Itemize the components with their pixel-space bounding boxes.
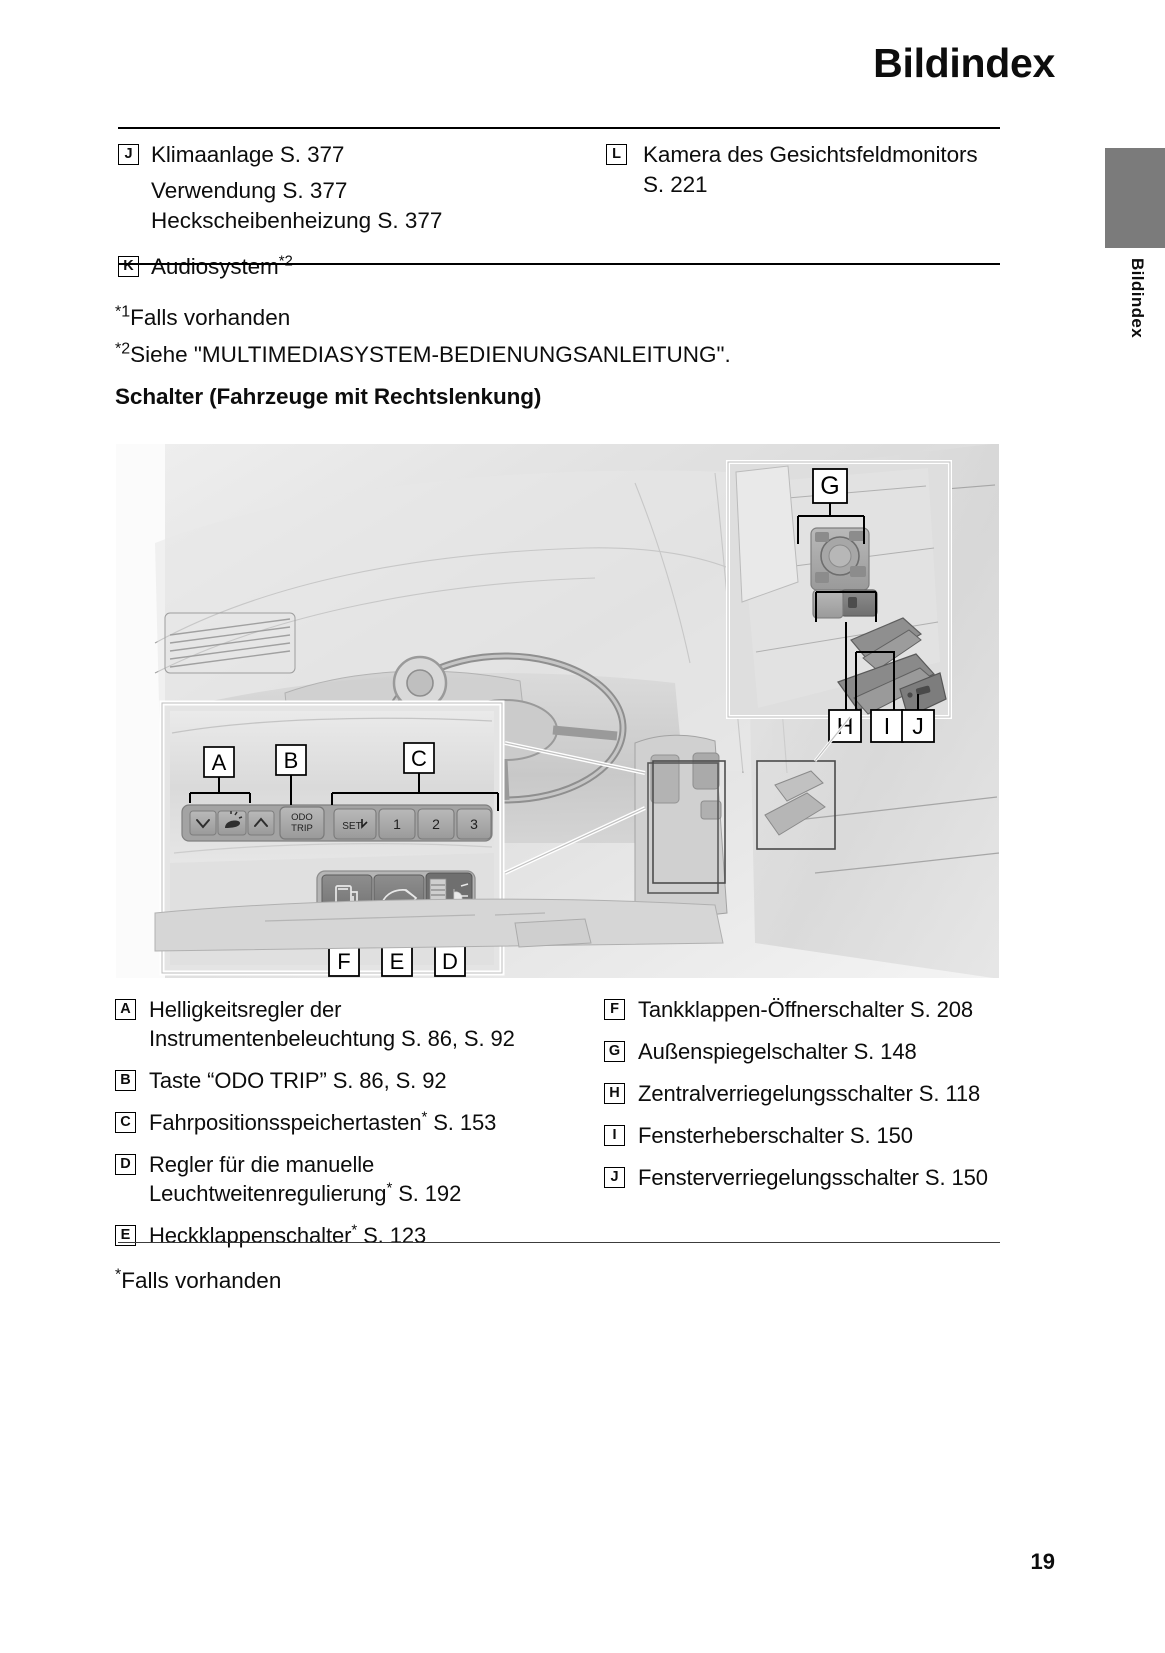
- dimmer-switch-group: [190, 811, 274, 835]
- callout-h: H: [836, 713, 854, 739]
- legend-letter-j: J: [604, 1167, 625, 1188]
- footnote-1-mark: *1: [115, 303, 131, 321]
- index-letter-j: J: [118, 144, 139, 165]
- footnote-2: [115, 340, 731, 370]
- legend-label-e: [149, 1221, 426, 1250]
- index-entry-l: [606, 140, 1000, 200]
- legend-item-b: [115, 1066, 557, 1095]
- callout-g: G: [820, 472, 840, 500]
- legend-item-i: [604, 1121, 999, 1150]
- index-letter-l: L: [606, 144, 627, 165]
- legend-item-g: [604, 1037, 999, 1066]
- legend-item-h: [604, 1079, 999, 1108]
- legend-item-f: [604, 995, 999, 1024]
- divider-top: [118, 127, 1000, 129]
- svg-text:2: 2: [432, 816, 440, 832]
- legend-letter-h: H: [604, 1083, 625, 1104]
- top-index: [118, 140, 1000, 288]
- page-title: Bildindex: [873, 40, 1055, 86]
- legend-label-d: [149, 1150, 557, 1208]
- legend-letter-f: F: [604, 999, 625, 1020]
- legend-label-e-pre: Heckklappenschalter: [149, 1223, 352, 1248]
- legend-item-d: [115, 1150, 557, 1208]
- inset-door-switches: [728, 462, 950, 717]
- legend-label-e-post: S. 123: [357, 1223, 427, 1248]
- legend-label-j: Fensterverriegelungsschalter S. 150: [638, 1165, 988, 1190]
- divider-bottom: [118, 1242, 1000, 1243]
- svg-text:TRIP: TRIP: [291, 823, 313, 834]
- index-label-k-superscript: *2: [278, 252, 293, 270]
- callout-j: J: [912, 713, 924, 739]
- side-tab-marker: [1105, 148, 1165, 248]
- legend-label-d-post: S. 192: [392, 1181, 462, 1206]
- callout-c: C: [411, 746, 427, 771]
- callout-a: A: [211, 750, 227, 775]
- legend-letter-g: G: [604, 1041, 625, 1062]
- bottom-footnote-text: Falls vorhanden: [121, 1268, 282, 1293]
- legend-label-c-post: S. 153: [427, 1110, 497, 1135]
- legend-label-c-pre: Fahrpositionsspeichertasten: [149, 1110, 422, 1135]
- footnote-2-mark: *2: [115, 340, 131, 358]
- index-label-k-text: Audiosystem: [151, 254, 279, 279]
- legend-label-i: Fensterheberschalter S. 150: [638, 1123, 913, 1148]
- legend-letter-e: E: [115, 1225, 136, 1246]
- divider-under-index: [118, 263, 1000, 265]
- legend-label-c: [149, 1108, 496, 1137]
- legend-item-j: [604, 1163, 999, 1192]
- index-subline-j-2: Heckscheibenheizung S. 377: [151, 208, 443, 233]
- legend-label-c-star: *: [421, 1108, 428, 1126]
- top-index-right-column: [559, 140, 1000, 288]
- illustration-svg: [115, 443, 1000, 979]
- legend-label-a: Helligkeitsregler der Instrumentenbeleuchtung S. 86, S. 92: [149, 997, 515, 1051]
- callout-d: D: [442, 949, 458, 974]
- index-label-l: Kamera des Gesichtsfeldmonitors S. 221: [643, 142, 978, 197]
- svg-text:3: 3: [470, 816, 478, 832]
- legend-letter-d: D: [115, 1154, 136, 1175]
- illustration-interior-switches: [115, 443, 1000, 979]
- callout-f: F: [337, 949, 351, 974]
- legend-letter-b: B: [115, 1070, 136, 1091]
- legend-letter-a: A: [115, 999, 136, 1020]
- legend-item-e: [115, 1221, 557, 1250]
- index-letter-k: K: [118, 256, 139, 277]
- callout-i: I: [883, 713, 891, 739]
- legend-letter-c: C: [115, 1112, 136, 1133]
- legend-list: [115, 995, 1000, 1263]
- legend-item-c: [115, 1108, 557, 1137]
- index-entry-j: [118, 140, 559, 170]
- bottom-footnote: [115, 1268, 281, 1294]
- index-entry-k: [118, 252, 559, 282]
- legend-right-column: [557, 995, 999, 1263]
- footnote-2-text: Siehe "MULTIMEDIASYSTEM-BEDIENUNGSANLEITUNG".: [130, 342, 731, 367]
- svg-text:ODO: ODO: [291, 812, 313, 823]
- legend-label-h: Zentralverriegelungsschalter S. 118: [638, 1081, 981, 1106]
- legend-label-d-star: *: [386, 1179, 393, 1197]
- legend-left-column: [115, 995, 557, 1263]
- legend-label-g: Außenspiegelschalter S. 148: [638, 1039, 917, 1064]
- footnote-1: [115, 303, 290, 333]
- legend-label-f: Tankklappen-Öffnerschalter S. 208: [638, 997, 974, 1022]
- legend-letter-i: I: [604, 1125, 625, 1146]
- svg-text:SET: SET: [342, 821, 362, 832]
- legend-label-d-pre: Regler für die manuelle Leuchtweitenregulierung: [149, 1152, 387, 1206]
- svg-text:1: 1: [393, 816, 401, 832]
- legend-item-a: [115, 995, 557, 1053]
- top-index-left-column: [118, 140, 559, 288]
- callout-b: B: [283, 748, 299, 773]
- index-label-j: Klimaanlage S. 377: [151, 142, 345, 167]
- bottom-footnote-mark: *: [115, 1266, 122, 1284]
- index-subline-j-1: Verwendung S. 377: [151, 178, 348, 203]
- seat-memory-buttons: [334, 809, 491, 839]
- page-number: 19: [1030, 1549, 1055, 1574]
- section-heading: Schalter (Fahrzeuge mit Rechtslenkung): [115, 384, 542, 409]
- legend-label-e-star: *: [351, 1221, 358, 1239]
- callouts-fed: [329, 946, 465, 976]
- side-tab-label: Bildindex: [1128, 258, 1147, 339]
- legend-label-b: Taste “ODO TRIP” S. 86, S. 92: [149, 1068, 447, 1093]
- index-label-k: [151, 252, 293, 282]
- footnote-1-text: Falls vorhanden: [130, 305, 291, 330]
- callout-e: E: [389, 949, 405, 974]
- odo-trip-button: [280, 807, 324, 839]
